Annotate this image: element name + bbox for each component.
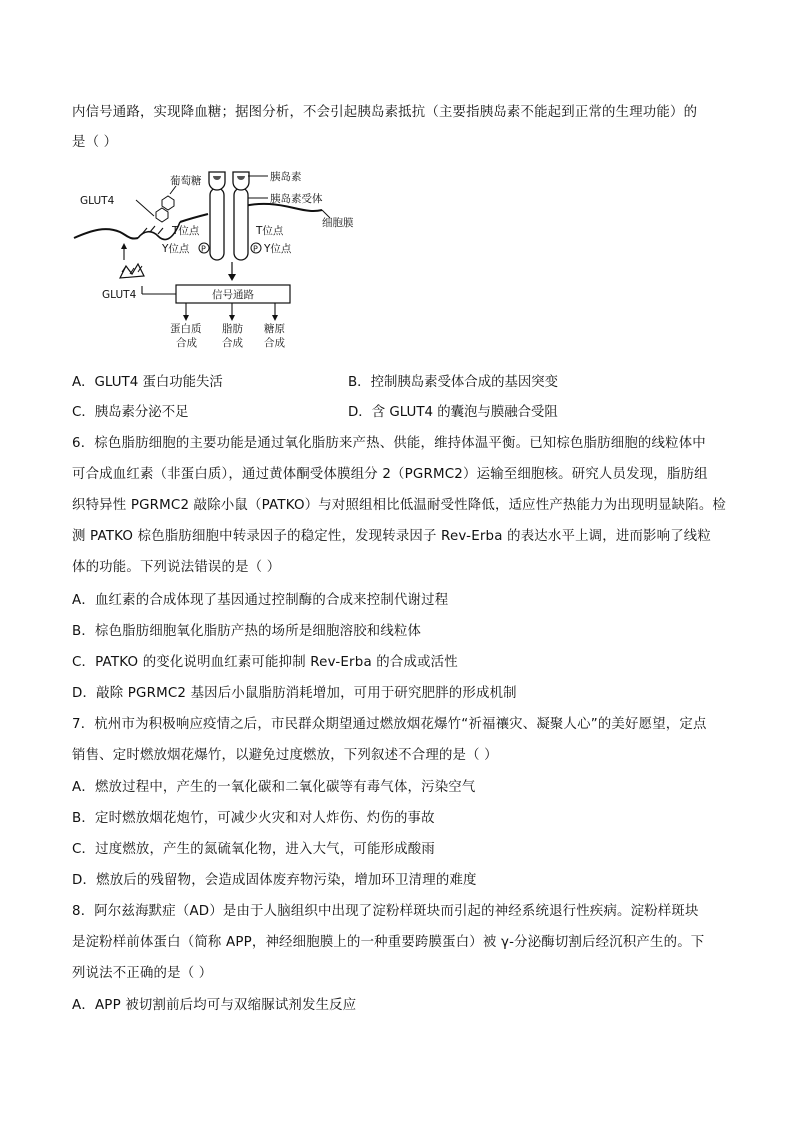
- receptor-label: 胰岛素受体: [270, 193, 323, 205]
- q7-option: B．定时燃放烟花炮竹，可减少火灾和对人炸伤、灼伤的事故: [72, 811, 435, 826]
- svg-text:合成: 合成: [176, 337, 197, 349]
- fat-synthesis-label: 脂肪: [222, 323, 243, 335]
- svg-text:合成: 合成: [264, 337, 285, 349]
- option-c: C．胰岛素分泌不足: [72, 405, 189, 420]
- q6-option: B．棕色脂肪细胞氧化脂肪产热的场所是细胞溶胶和线粒体: [72, 624, 422, 639]
- q6-line: 测 PATKO 棕色脂肪细胞中转录因子的稳定性，发现转录因子 Rev-Erba 的表达水平上调，进而影响了线粒: [72, 529, 711, 544]
- question-text-line: 是（ ）: [72, 135, 118, 150]
- glut4-bottom-label: GLUT4: [102, 289, 137, 301]
- q7-option: D．燃放后的残留物，会造成固体废弃物污染，增加环卫清理的难度: [72, 873, 477, 888]
- svg-text:P: P: [253, 244, 258, 254]
- y-site-right-label: Y位点: [264, 243, 292, 255]
- option-b: B．控制胰岛素受体合成的基因突变: [348, 375, 559, 390]
- q8-line: 列说法不正确的是（ ）: [72, 966, 213, 981]
- q6-line: 织特异性 PGRMC2 敲除小鼠（PATKO）与对照组相比低温耐受性降低，适应性产热能力为出现明显缺陷。检: [72, 498, 727, 513]
- t-site-left-label: T位点: [172, 225, 200, 237]
- svg-text:P: P: [201, 244, 206, 254]
- q7-option: A．燃放过程中，产生的一氧化碳和二氧化碳等有毒气体，污染空气: [72, 780, 476, 795]
- question-text-line: 内信号通路，实现降血糖；据图分析，不会引起胰岛素抵抗（主要指胰岛素不能起到正常的生理功能）的: [72, 105, 698, 120]
- insulin-left: [209, 172, 225, 190]
- option-d: D．含 GLUT4 的囊泡与膜融合受阻: [348, 405, 558, 420]
- glut4-vesicle: [120, 264, 144, 278]
- glucose-label: 葡萄糖: [170, 175, 202, 187]
- q7-option: C．过度燃放，产生的氮硫氧化物，进入大气，可能形成酸雨: [72, 842, 435, 857]
- q6-option: A．血红素的合成体现了基因通过控制酶的合成来控制代谢过程: [72, 593, 449, 608]
- q6-line: 6．棕色脂肪细胞的主要功能是通过氧化脂肪来产热、供能，维持体温平衡。已知棕色脂肪细胞的线粒体中: [72, 436, 706, 451]
- protein-synthesis-label: 蛋白质: [170, 323, 202, 335]
- receptor-right: [234, 188, 248, 260]
- q6-option: C．PATKO 的变化说明血红素可能抑制 Rev-Erba 的合成或活性: [72, 655, 458, 670]
- receptor-left: [210, 188, 224, 260]
- q7-line: 7．杭州市为积极响应疫情之后，市民群众期望通过燃放烟花爆竹“祈福禳灾、凝聚人心”的美好愿望，定点: [72, 717, 707, 732]
- insulin-label: 胰岛素: [270, 171, 302, 183]
- q8-line: 是淀粉样前体蛋白（简称 APP，神经细胞膜上的一种重要跨膜蛋白）被 γ-分泌酶切割后经沉积产生的。下: [72, 935, 705, 950]
- y-site-left-label: Y位点: [162, 243, 190, 255]
- q8-line: 8．阿尔兹海默症（AD）是由于人脑组织中出现了淀粉样斑块而引起的神经系统退行性疾病。淀粉样斑块: [72, 904, 699, 919]
- glycogen-synthesis-label: 糖原: [264, 323, 285, 335]
- insulin-signaling-diagram: [72, 160, 372, 360]
- q7-line: 销售、定时燃放烟花爆竹，以避免过度燃放，下列叙述不合理的是（ ）: [72, 748, 498, 763]
- svg-text:合成: 合成: [222, 337, 243, 349]
- q6-line: 体的功能。下列说法错误的是（ ）: [72, 560, 281, 575]
- q6-line: 可合成血红素（非蛋白质），通过黄体酮受体膜组分 2（PGRMC2）运输至细胞核。研究人员发现，脂肪组: [72, 467, 708, 482]
- q8-option: A．APP 被切割前后均可与双缩脲试剂发生反应: [72, 998, 357, 1013]
- glucose-molecules: [156, 196, 174, 222]
- membrane-label: 细胞膜: [322, 217, 354, 229]
- signal-pathway-label: 信号通路: [212, 289, 254, 301]
- insulin-right: [233, 172, 249, 190]
- option-a: A．GLUT4 蛋白功能失活: [72, 375, 223, 390]
- q6-option: D．敲除 PGRMC2 基因后小鼠脂肪消耗增加，可用于研究肥胖的形成机制: [72, 686, 517, 701]
- glut4-top-label: GLUT4: [80, 195, 115, 207]
- t-site-right-label: T位点: [256, 225, 284, 237]
